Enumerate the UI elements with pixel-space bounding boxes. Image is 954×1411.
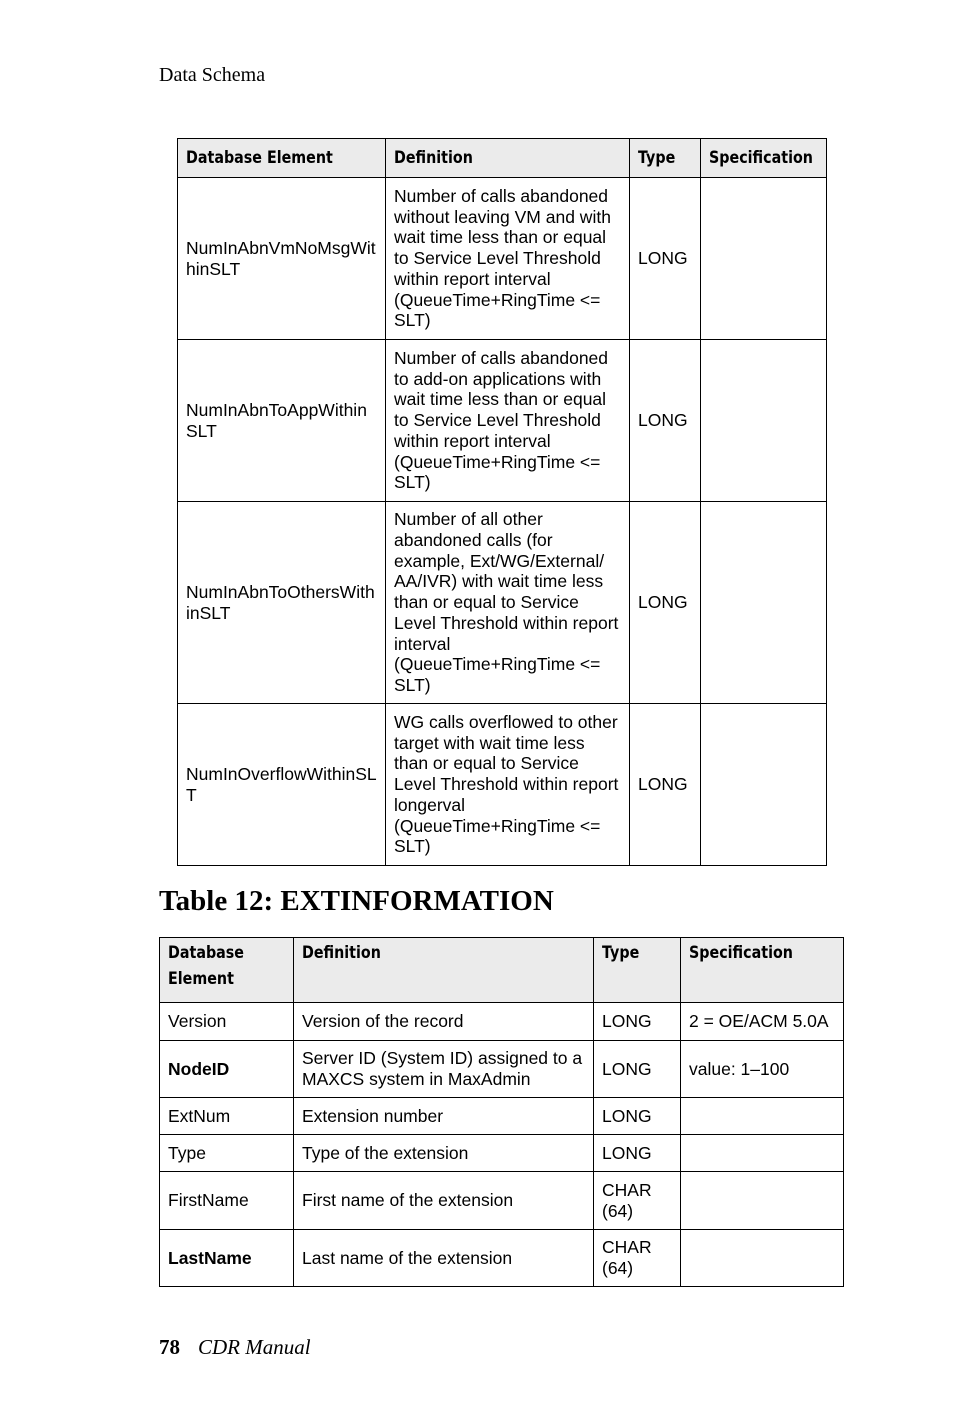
type-cell: LONG — [594, 1003, 681, 1041]
table-title: Table 12: EXTINFORMATION — [159, 885, 554, 917]
element-cell: LastName — [160, 1230, 294, 1287]
table-row — [160, 1098, 844, 1135]
type-cell: CHAR (64) — [594, 1172, 681, 1230]
spec-cell: 2 = OE/ACM 5.0A — [681, 1003, 844, 1041]
table-row — [160, 1041, 844, 1098]
element-cell: NumInAbnToAppWithinSLT — [178, 340, 386, 502]
table-row — [178, 340, 827, 502]
spec-cell — [701, 178, 827, 340]
spec-cell — [701, 340, 827, 502]
table-header-row — [178, 139, 827, 178]
definition-cell: Version of the record — [294, 1003, 594, 1041]
element-cell: NumInAbnToOthersWithinSLT — [178, 502, 386, 704]
definition-cell: Type of the extension — [294, 1135, 594, 1172]
element-cell: Type — [160, 1135, 294, 1172]
table-header-row — [160, 938, 844, 1003]
element-cell: NodeID — [160, 1041, 294, 1098]
type-cell: LONG — [594, 1041, 681, 1098]
definition-cell: Number of all other abandoned calls (for example, Ext/WG/External/ AA/IVR) with wait time less than or equal to Service Level Threshold within report interval (QueueTime+RingTime <= SLT) — [386, 502, 630, 704]
spec-cell — [701, 704, 827, 866]
table-row — [178, 178, 827, 340]
column-header: Specification — [701, 139, 827, 178]
element-cell: FirstName — [160, 1172, 294, 1230]
column-header: Definition — [386, 139, 630, 178]
type-cell: LONG — [630, 502, 701, 704]
spec-cell: value: 1–100 — [681, 1041, 844, 1098]
table-row — [178, 704, 827, 866]
extinformation-table — [159, 937, 844, 1287]
definition-cell: Extension number — [294, 1098, 594, 1135]
spec-cell — [681, 1135, 844, 1172]
data-table-continued — [177, 138, 827, 866]
element-cell: ExtNum — [160, 1098, 294, 1135]
element-cell: NumInOverflowWithinSLT — [178, 704, 386, 866]
table-row — [160, 1172, 844, 1230]
column-header: Specification — [681, 938, 844, 1003]
column-header: Type — [630, 139, 701, 178]
manual-title: CDR Manual — [198, 1335, 311, 1359]
running-header: Data Schema — [159, 64, 266, 86]
element-cell: Version — [160, 1003, 294, 1041]
definition-cell: Server ID (System ID) assigned to a MAXCS system in MaxAdmin — [294, 1041, 594, 1098]
table-row — [160, 1230, 844, 1287]
column-header: Database Element — [178, 139, 386, 178]
definition-cell: Number of calls abandoned to add-on applications with wait time less than or equal to Service Level Threshold within report interval (QueueTime+RingTime <= SLT) — [386, 340, 630, 502]
type-cell: LONG — [630, 340, 701, 502]
spec-cell — [681, 1172, 844, 1230]
page-number: 78 — [159, 1335, 180, 1359]
definition-cell: WG calls overflowed to other target with wait time less than or equal to Service Level Threshold within report longerval (QueueTime+RingTime <= SLT) — [386, 704, 630, 866]
spec-cell — [701, 502, 827, 704]
definition-cell: First name of the extension — [294, 1172, 594, 1230]
table-row — [178, 502, 827, 704]
element-cell: NumInAbnVmNoMsgWithinSLT — [178, 178, 386, 340]
type-cell: LONG — [594, 1135, 681, 1172]
spec-cell — [681, 1098, 844, 1135]
column-header: Type — [594, 938, 681, 1003]
type-cell: CHAR (64) — [594, 1230, 681, 1287]
table-row — [160, 1135, 844, 1172]
type-cell: LONG — [630, 178, 701, 340]
definition-cell: Last name of the extension — [294, 1230, 594, 1287]
column-header: Database Element — [160, 938, 294, 1003]
spec-cell — [681, 1230, 844, 1287]
type-cell: LONG — [594, 1098, 681, 1135]
column-header: Definition — [294, 938, 594, 1003]
definition-cell: Number of calls abandoned without leaving VM and with wait time less than or equal to Service Level Threshold within report interval (QueueTime+RingTime <= SLT) — [386, 178, 630, 340]
table-row — [160, 1003, 844, 1041]
type-cell: LONG — [630, 704, 701, 866]
page-footer — [159, 1334, 311, 1360]
